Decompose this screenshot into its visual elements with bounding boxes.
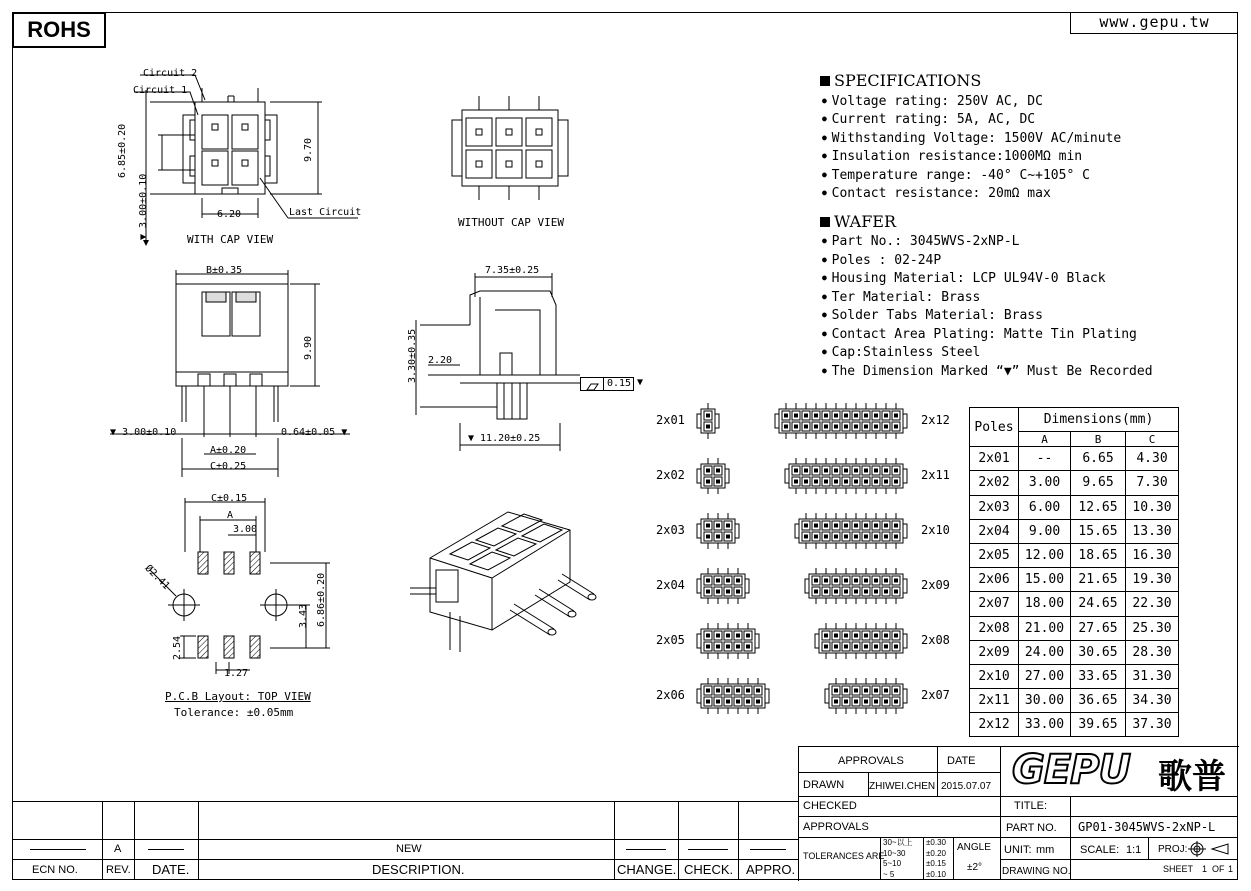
approvals-header: APPROVALS [838, 755, 904, 767]
part-no-label: PART NO. [1006, 822, 1057, 834]
dim-2-20-label: 2.20 [428, 355, 453, 366]
website-label: www.gepu.tw [1070, 12, 1238, 34]
specs-heading: SPECIFICATIONS [834, 71, 982, 90]
drawn-date-value: 2015.07.07 [941, 781, 992, 792]
dim-6-20-label: 6.20 [217, 209, 242, 220]
col-a-header: A [1019, 432, 1071, 447]
wafer-item: ● Contact Area Plating: Matte Tin Plating [822, 325, 1153, 344]
variant-label: 2x06 [656, 688, 685, 702]
change-label: CHANGE. [617, 862, 677, 877]
dimensions-cell-c: 28.30 [1126, 640, 1179, 664]
sheet-value: 1 [1202, 864, 1208, 874]
col-c-header: C [1126, 432, 1179, 447]
dimensions-cell-a: -- [1019, 447, 1071, 471]
drawn-label: DRAWN [803, 779, 845, 791]
sheet-label: SHEET [1163, 864, 1194, 874]
variant-connector-icon [774, 401, 908, 441]
dimensions-cell-b: 30.65 [1071, 640, 1126, 664]
dimensions-cell-p: 2x05 [970, 543, 1019, 567]
dim-a-label: A±0.20 [210, 445, 247, 456]
variant-label: 2x05 [656, 633, 685, 647]
dimensions-cell-p: 2x07 [970, 592, 1019, 616]
dimensions-cell-a: 21.00 [1019, 616, 1071, 640]
dimensions-cell-p: 2x04 [970, 519, 1019, 543]
of-label: OF [1212, 864, 1225, 874]
dimensions-header: Dimensions(mm) [1019, 408, 1179, 432]
dimensions-row [970, 616, 1179, 640]
dim-3-00-pcb-label: 3.00 [233, 524, 258, 535]
dimensions-row [970, 592, 1179, 616]
rohs-badge: ROHS [12, 12, 106, 48]
without-cap-view-drawing [440, 90, 580, 215]
dimensions-cell-c: 7.30 [1126, 471, 1179, 495]
date-header: DATE [947, 755, 976, 767]
variant-connector-icon [824, 676, 908, 716]
gepu-logo [1008, 747, 1233, 795]
wafer-item: ● Solder Tabs Material: Brass [822, 306, 1153, 325]
variant-connector-icon [696, 401, 720, 441]
proj-label: PROJ: [1158, 844, 1188, 855]
dimensions-cell-b: 39.65 [1071, 713, 1126, 737]
rev-label: REV. [106, 864, 131, 876]
scale-value: 1:1 [1126, 844, 1142, 856]
variant-connector-icon [696, 511, 740, 551]
dimensions-cell-b: 24.65 [1071, 592, 1126, 616]
isometric-view-drawing [410, 500, 610, 665]
dimensions-cell-c: 4.30 [1126, 447, 1179, 471]
dimensions-cell-p: 2x12 [970, 713, 1019, 737]
check-label: CHECK. [684, 862, 734, 877]
variant-label: 2x03 [656, 523, 685, 537]
tol-range: 30~以上 [883, 838, 913, 847]
dimensions-cell-p: 2x09 [970, 640, 1019, 664]
dimensions-cell-c: 25.30 [1126, 616, 1179, 640]
tolerances-label: TOLERANCES ARE [803, 851, 885, 861]
dimensions-cell-b: 15.65 [1071, 519, 1126, 543]
variant-label: 2x12 [921, 413, 950, 427]
dimensions-row [970, 471, 1179, 495]
dim-11-20-label: ▼ 11.20±0.25 [468, 433, 541, 444]
pcb-tolerance: Tolerance: ±0.05mm [174, 706, 294, 719]
description-label: DESCRIPTION. [372, 862, 465, 877]
dimensions-row [970, 689, 1179, 713]
revision-value: A [114, 843, 122, 855]
dimensions-cell-b: 18.65 [1071, 543, 1126, 567]
dimensions-cell-b: 27.65 [1071, 616, 1126, 640]
tol-value: ±0.20 [926, 848, 946, 858]
dimensions-cell-a: 12.00 [1019, 543, 1071, 567]
dimensions-cell-c: 10.30 [1126, 495, 1179, 519]
dim-diameter-label: Ø2.41 [142, 562, 172, 593]
spec-item: ● Insulation resistance:1000MΩ min [822, 147, 1153, 166]
variant-connector-icon [696, 621, 760, 661]
dimensions-cell-b: 21.65 [1071, 568, 1126, 592]
dim-9-90-label: 9.90 [303, 335, 314, 360]
variant-connector-icon [696, 676, 770, 716]
dimensions-row [970, 495, 1179, 519]
dimensions-row [970, 447, 1179, 471]
dimensions-row [970, 543, 1179, 567]
wafer-item: ● Cap:Stainless Steel [822, 343, 1153, 362]
dimensions-cell-a: 30.00 [1019, 689, 1071, 713]
variant-label: 2x10 [921, 523, 950, 537]
pcb-layout-title: P.C.B Layout: TOP VIEW [165, 690, 311, 703]
variant-label: 2x08 [921, 633, 950, 647]
tolerance-ranges [883, 838, 913, 880]
spec-item: ● Voltage rating: 250V AC, DC [822, 92, 1153, 111]
wafer-heading-row [820, 213, 1153, 231]
dimensions-cell-a: 27.00 [1019, 664, 1071, 688]
variant-connector-icon [804, 566, 908, 606]
dimensions-cell-c: 37.30 [1126, 713, 1179, 737]
variant-connector-icon [814, 621, 908, 661]
dimensions-cell-c: 22.30 [1126, 592, 1179, 616]
tol-value: ±0.10 [926, 869, 946, 879]
dimensions-cell-p: 2x08 [970, 616, 1019, 640]
dimensions-row [970, 664, 1179, 688]
variant-label: 2x02 [656, 468, 685, 482]
dimensions-cell-p: 2x06 [970, 568, 1019, 592]
circuit1-label: Circuit 1 [133, 85, 188, 96]
dim-3-30-label: 3.30±0.35 [407, 328, 418, 383]
tol-value: ±0.30 [926, 838, 946, 847]
title-label: TITLE: [1014, 800, 1048, 812]
dimensions-cell-b: 36.65 [1071, 689, 1126, 713]
dimensions-rows [970, 447, 1179, 737]
angle-value: ±2° [967, 862, 983, 873]
appro-label: APPRO. [746, 862, 796, 877]
dim-1-27-label: 1.27 [224, 668, 249, 679]
dim-6-85-label: 6.85±0.20 [117, 123, 128, 178]
dim-3-00-vertical-label: ▼ 3.00±0.10 [138, 173, 149, 240]
specs-heading-row [820, 72, 1153, 90]
dimensions-cell-c: 34.30 [1126, 689, 1179, 713]
angle-label: ANGLE [957, 842, 991, 853]
spec-item: ● Contact resistance: 20mΩ max [822, 184, 1153, 203]
dimensions-row [970, 713, 1179, 737]
projection-symbol-icon [1188, 841, 1234, 857]
dimensions-cell-a: 6.00 [1019, 495, 1071, 519]
approvals-label: APPROVALS [803, 821, 869, 833]
variant-label: 2x07 [921, 688, 950, 702]
dim-b-label: B±0.35 [206, 265, 243, 276]
poles-header: Poles [970, 408, 1019, 447]
drawing-no-label: DRAWING NO. [1002, 866, 1071, 877]
variant-connector-icon [784, 456, 908, 496]
variant-connector-icon [696, 456, 730, 496]
dimensions-cell-a: 15.00 [1019, 568, 1071, 592]
dimensions-table [969, 407, 1179, 737]
dim-9-70-label: 9.70 [303, 137, 314, 162]
last-circuit-label: Last Circuit [289, 207, 362, 218]
part-no-value: GP01-3045WVS-2xNP-L [1078, 820, 1216, 834]
variant-connector-icon [794, 511, 908, 551]
dim-a-pcb-label: A [227, 510, 234, 521]
dimensions-cell-a: 9.00 [1019, 519, 1071, 543]
dimensions-cell-a: 24.00 [1019, 640, 1071, 664]
dimensions-cell-b: 33.65 [1071, 664, 1126, 688]
dimensions-cell-b: 6.65 [1071, 447, 1126, 471]
variant-grid [650, 395, 960, 730]
flatness-mark: ▼ [637, 377, 644, 388]
checked-label: CHECKED [803, 800, 857, 812]
wafer-item: ● Ter Material: Brass [822, 288, 1153, 307]
variant-label: 2x11 [921, 468, 950, 482]
dimensions-cell-c: 31.30 [1126, 664, 1179, 688]
with-cap-view-title: WITH CAP VIEW [187, 233, 274, 246]
wafer-item: ● Poles : 02-24P [822, 251, 1153, 270]
unit-label: UNIT: [1004, 844, 1032, 856]
dim-7-35-label: 7.35±0.25 [485, 265, 540, 276]
logo-chinese-text: 歌普 [1158, 757, 1226, 795]
variant-connector-icon [696, 566, 750, 606]
spec-item: ● Current rating: 5A, AC, DC [822, 110, 1153, 129]
ecn-no-label: ECN NO. [32, 864, 78, 876]
dimensions-row [970, 519, 1179, 543]
dimensions-cell-a: 3.00 [1019, 471, 1071, 495]
date-label: DATE. [152, 862, 190, 877]
wafer-item: ● Part No.: 3045WVS-2xNP-L [822, 232, 1153, 251]
flatness-symbol [581, 378, 604, 390]
col-b-header: B [1071, 432, 1126, 447]
dimensions-cell-p: 2x10 [970, 664, 1019, 688]
square-bullet-icon [820, 76, 830, 86]
dimensions-cell-p: 2x03 [970, 495, 1019, 519]
dimensions-cell-b: 12.65 [1071, 495, 1126, 519]
flatness-box [580, 377, 634, 391]
without-cap-view-title: WITHOUT CAP VIEW [458, 216, 564, 229]
scale-label: SCALE: [1080, 844, 1120, 856]
unit-value: mm [1036, 844, 1055, 856]
dim-c-015-label: C±0.15 [211, 493, 248, 504]
wafer-item: ● Housing Material: LCP UL94V-0 Black [822, 269, 1153, 288]
tol-range: ~ 5 [883, 869, 895, 879]
of-value: 1 [1228, 864, 1234, 874]
wafer-item: ● The Dimension Marked “▼” Must Be Recorded [822, 362, 1153, 381]
dim-3-00-horizontal-label: ▼ 3.00±0.10 [110, 427, 177, 438]
dim-0-64-label: 0.64±0.05 ▼ [281, 427, 348, 438]
spec-item: ● Withstanding Voltage: 1500V AC/minute [822, 129, 1153, 148]
dimensions-cell-a: 33.00 [1019, 713, 1071, 737]
circuit2-label: Circuit 2 [143, 68, 198, 79]
logo-text: GEPU [1012, 747, 1130, 793]
drawn-by-value: ZHIWEI.CHEN [869, 781, 936, 792]
dimensions-cell-b: 9.65 [1071, 471, 1126, 495]
dimensions-row [970, 568, 1179, 592]
square-bullet-icon [820, 217, 830, 227]
variant-label: 2x09 [921, 578, 950, 592]
dim-2-54-label: 2.54 [172, 635, 183, 660]
dimensions-cell-c: 13.30 [1126, 519, 1179, 543]
tolerance-values [926, 838, 946, 880]
dimensions-cell-c: 16.30 [1126, 543, 1179, 567]
dim-c-label: C±0.25 [210, 461, 247, 472]
dimensions-cell-a: 18.00 [1019, 592, 1071, 616]
tol-range: 10~30 [883, 848, 906, 858]
dimensions-cell-p: 2x02 [970, 471, 1019, 495]
dimensions-cell-c: 19.30 [1126, 568, 1179, 592]
variant-label: 2x01 [656, 413, 685, 427]
dim-3-43-label: 3.43 [298, 603, 309, 628]
tol-value: ±0.15 [926, 859, 946, 868]
variant-label: 2x04 [656, 578, 685, 592]
tol-range: 5~10 [883, 859, 902, 868]
spec-item: ● Temperature range: -40° C~+105° C [822, 166, 1153, 185]
dimensions-cell-p: 2x01 [970, 447, 1019, 471]
revision-description-value: NEW [396, 843, 422, 855]
flatness-value: 0.15 [607, 378, 632, 389]
dimensions-cell-p: 2x11 [970, 689, 1019, 713]
dimensions-row [970, 640, 1179, 664]
specs-section [820, 72, 1153, 380]
dim-6-86-label: 6.86±0.20 [316, 572, 327, 627]
wafer-heading: WAFER [834, 211, 897, 231]
